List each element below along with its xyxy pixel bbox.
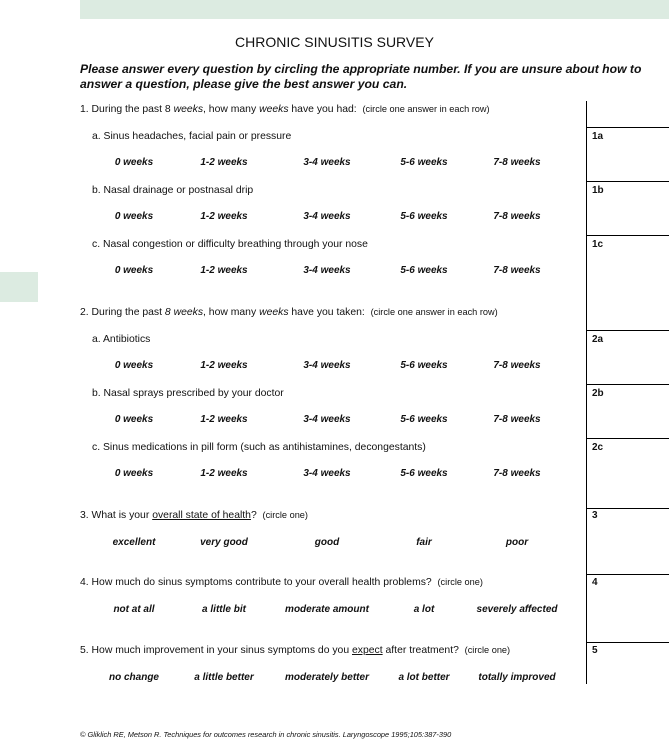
- answer-option[interactable]: 5-6 weeks: [400, 157, 448, 168]
- answer-option[interactable]: 1-2 weeks: [200, 468, 248, 479]
- answer-option[interactable]: 1-2 weeks: [200, 360, 248, 371]
- question-1-mid: , how many: [203, 104, 260, 115]
- code-3: 3: [592, 510, 598, 521]
- code-1b: 1b: [592, 185, 604, 196]
- question-2-em2: weeks: [259, 307, 289, 318]
- code-row-line: [587, 642, 669, 643]
- item-2a: a. Antibiotics: [92, 334, 151, 345]
- code-row-line: [587, 574, 669, 575]
- question-5-post: after treatment?: [382, 645, 459, 656]
- answer-option[interactable]: 7-8 weeks: [493, 157, 541, 168]
- answer-option[interactable]: a little bit: [202, 604, 246, 615]
- answer-option[interactable]: 7-8 weeks: [493, 211, 541, 222]
- answer-option[interactable]: 7-8 weeks: [493, 468, 541, 479]
- side-tab-marker: [0, 272, 38, 302]
- answer-option[interactable]: moderately better: [285, 672, 369, 683]
- answer-option[interactable]: very good: [200, 537, 248, 548]
- code-row-line: [587, 438, 669, 439]
- survey-title: CHRONIC SINUSITIS SURVEY: [235, 34, 434, 50]
- code-1a: 1a: [592, 131, 604, 142]
- answer-option[interactable]: totally improved: [478, 672, 556, 683]
- answer-option[interactable]: 5-6 weeks: [400, 211, 448, 222]
- code-5: 5: [592, 645, 598, 656]
- question-1: [80, 104, 490, 115]
- answer-option[interactable]: 5-6 weeks: [400, 265, 448, 276]
- answer-option[interactable]: moderate amount: [285, 604, 369, 615]
- code-row-line: [587, 181, 669, 182]
- answer-option[interactable]: 3-4 weeks: [303, 468, 351, 479]
- answer-option[interactable]: 0 weeks: [114, 265, 154, 276]
- answer-option[interactable]: 1-2 weeks: [200, 265, 248, 276]
- question-1-post: have you had:: [288, 104, 357, 115]
- answer-option[interactable]: 3-4 weeks: [303, 211, 351, 222]
- question-5-note: (circle one): [464, 645, 511, 655]
- question-2-mid: , how many: [203, 307, 260, 318]
- question-3-note: (circle one): [262, 510, 308, 520]
- question-1-em1: weeks: [173, 104, 204, 115]
- question-4-text: 4. How much do sinus symptoms contribute to your overall health problems?: [80, 577, 432, 588]
- question-5-underlined: expect: [352, 645, 383, 656]
- question-5-pre: 5. How much improvement in your sinus symptoms do you: [80, 645, 352, 656]
- question-1-em2: weeks: [259, 104, 289, 115]
- answer-option[interactable]: 0 weeks: [114, 360, 154, 371]
- answer-option[interactable]: 3-4 weeks: [303, 157, 351, 168]
- answer-option[interactable]: good: [314, 537, 340, 548]
- answer-column-divider: [586, 101, 587, 684]
- answer-option[interactable]: 0 weeks: [114, 157, 154, 168]
- answer-option[interactable]: 7-8 weeks: [493, 414, 541, 425]
- answer-option[interactable]: 0 weeks: [114, 211, 154, 222]
- question-2-em1: 8 weeks: [164, 307, 204, 318]
- answer-option[interactable]: 5-6 weeks: [400, 468, 448, 479]
- code-row-line: [587, 330, 669, 331]
- answer-option[interactable]: 7-8 weeks: [493, 360, 541, 371]
- code-row-line: [587, 508, 669, 509]
- answer-option[interactable]: 5-6 weeks: [400, 360, 448, 371]
- answer-option[interactable]: 5-6 weeks: [400, 414, 448, 425]
- header-band: [80, 0, 669, 19]
- answer-option[interactable]: poor: [505, 537, 529, 548]
- answer-option[interactable]: excellent: [112, 537, 156, 548]
- code-4: 4: [592, 577, 598, 588]
- answer-option[interactable]: 1-2 weeks: [200, 414, 248, 425]
- answer-option[interactable]: no change: [108, 672, 160, 683]
- question-4: [80, 577, 483, 588]
- question-3: [80, 510, 308, 521]
- code-2c: 2c: [592, 442, 604, 453]
- question-2-post: have you taken:: [288, 307, 365, 318]
- answer-option[interactable]: a lot: [413, 604, 435, 615]
- answer-option[interactable]: severely affected: [476, 604, 558, 615]
- answer-option[interactable]: 0 weeks: [114, 468, 154, 479]
- answer-option[interactable]: 1-2 weeks: [200, 211, 248, 222]
- question-3-post: ?: [250, 510, 257, 521]
- question-5: [80, 645, 510, 656]
- answer-option[interactable]: a lot better: [398, 672, 450, 683]
- item-2c: c. Sinus medications in pill form (such as antihistamines, decongestants): [92, 442, 426, 453]
- question-3-pre: 3. What is your: [80, 510, 153, 521]
- item-1a: a. Sinus headaches, facial pain or pressure: [92, 131, 292, 142]
- question-4-note: (circle one): [437, 577, 483, 587]
- code-2b: 2b: [592, 388, 604, 399]
- answer-option[interactable]: a little better: [194, 672, 254, 683]
- answer-option[interactable]: 0 weeks: [114, 414, 154, 425]
- answer-option[interactable]: 1-2 weeks: [200, 157, 248, 168]
- code-row-line: [587, 235, 669, 236]
- item-2b: b. Nasal sprays prescribed by your doctor: [92, 388, 284, 399]
- question-2-note: (circle one answer in each row): [370, 307, 498, 317]
- answer-option[interactable]: 7-8 weeks: [493, 265, 541, 276]
- item-1c: c. Nasal congestion or difficulty breathing through your nose: [92, 239, 368, 250]
- item-1b: b. Nasal drainage or postnasal drip: [92, 185, 254, 196]
- answer-option[interactable]: fair: [416, 537, 432, 548]
- question-2: [80, 307, 498, 318]
- answer-option[interactable]: 3-4 weeks: [303, 414, 351, 425]
- answer-option[interactable]: 3-4 weeks: [303, 360, 351, 371]
- question-1-note: (circle one answer in each row): [362, 104, 490, 114]
- question-3-underlined: overall state of health: [152, 510, 251, 521]
- code-row-line: [587, 127, 669, 128]
- code-row-line: [587, 384, 669, 385]
- code-2a: 2a: [592, 334, 604, 345]
- instructions: Please answer every question by circling the appropriate number. If you are unsure about how to answer a question, please give the best answer you can.: [80, 62, 642, 91]
- question-2-pre: 2. During the past: [80, 307, 165, 318]
- citation: © Gliklich RE, Metson R. Techniques for outcomes research in chronic sinusitis. Laryngoscope 1995;105:387-390: [80, 730, 452, 739]
- answer-option[interactable]: 3-4 weeks: [303, 265, 351, 276]
- answer-option[interactable]: not at all: [113, 604, 155, 615]
- code-1c: 1c: [592, 239, 604, 250]
- question-1-pre: 1. During the past 8: [80, 104, 174, 115]
